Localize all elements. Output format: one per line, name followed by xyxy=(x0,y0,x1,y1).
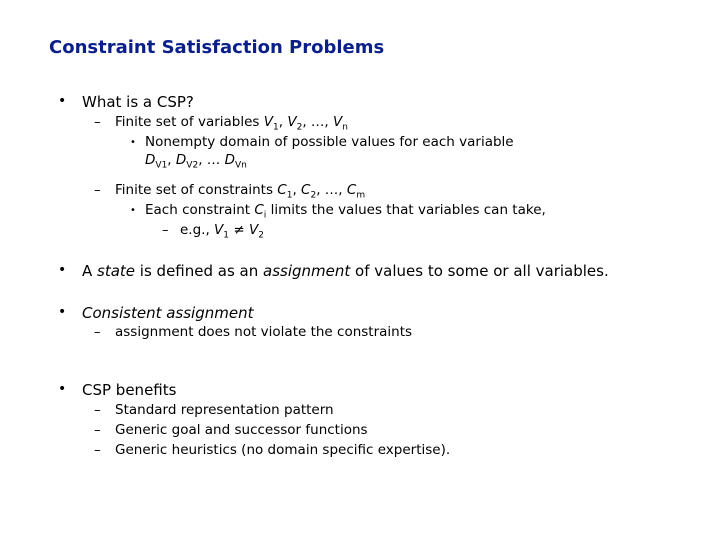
dot-marker: • xyxy=(130,137,136,148)
sub-finite-variables: Finite set of variables $V_1$, $V_2$, …, $V_n$ xyxy=(115,114,348,133)
bullet-marker: • xyxy=(58,93,67,109)
sub-benefit-item: Standard representation pattern xyxy=(115,402,334,418)
sub-no-violation: assignment does not violate the constraints xyxy=(115,324,413,340)
sub-benefit-item: Generic heuristics (no domain specific expertise). xyxy=(115,442,451,458)
slide-title: Constraint Satisfaction Problems xyxy=(49,37,385,58)
dash-marker: – xyxy=(94,443,101,458)
bullet-what-is-csp: What is a CSP? xyxy=(82,93,194,111)
dash-marker: – xyxy=(94,183,101,198)
sub-sub-nonempty-domain: Nonempty domain of possible values for each variable xyxy=(145,134,514,150)
sub-sub-domain-list: $D_{V1}$, $D_{V2}$, … $D_{Vn}$ xyxy=(145,152,247,171)
bullet-marker: • xyxy=(58,381,67,397)
bullet-marker: • xyxy=(58,262,67,278)
dash-marker: – xyxy=(94,115,101,130)
bullet-marker: • xyxy=(58,304,67,320)
bullet-consistent-assignment: Consistent assignment xyxy=(82,304,254,322)
bullet-csp-benefits: CSP benefits xyxy=(82,381,177,399)
dash-marker: – xyxy=(94,325,101,340)
dash-marker: – xyxy=(94,403,101,418)
bullet-state-definition: A state is defined as an assignment of values to some or all variables. xyxy=(82,262,609,280)
sub-sub-sub-example: e.g., $V_1 \ne V_2$ xyxy=(180,222,264,241)
dot-marker: • xyxy=(130,205,136,216)
sub-finite-constraints: Finite set of constraints $C_1$, $C_2$, …, $C_m$ xyxy=(115,182,366,201)
sub-benefit-item: Generic goal and successor functions xyxy=(115,422,368,438)
dash-marker: – xyxy=(94,423,101,438)
dash-marker: – xyxy=(162,223,169,238)
sub-sub-each-constraint: Each constraint $C_i$ limits the values that variables can take, xyxy=(145,202,546,221)
